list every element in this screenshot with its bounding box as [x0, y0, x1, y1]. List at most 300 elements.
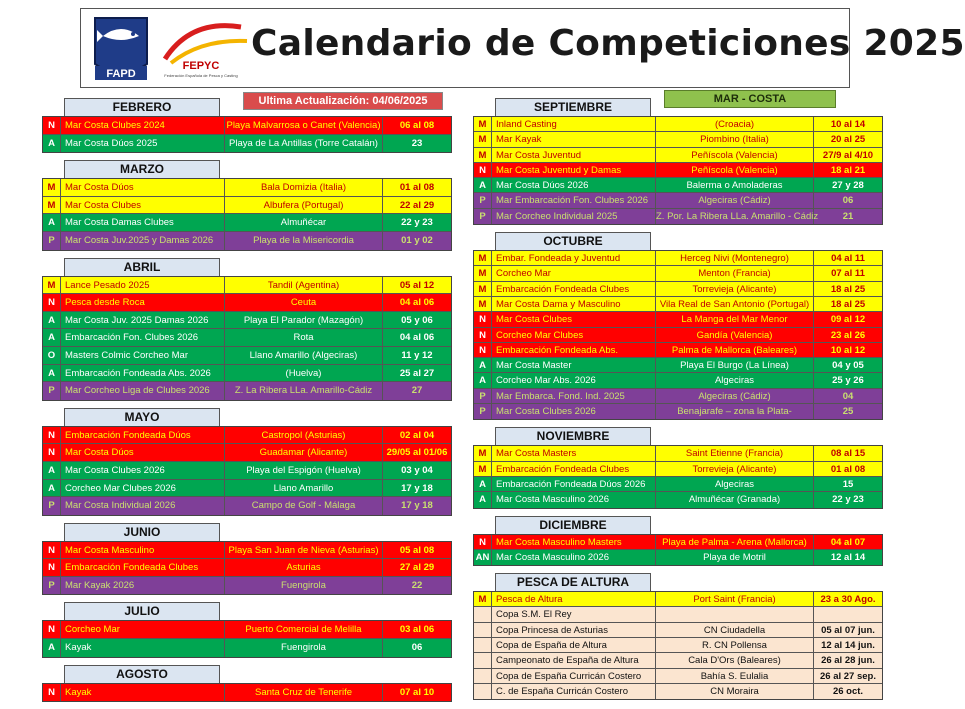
event-location: Bala Domizia (Italia) — [225, 179, 383, 196]
event-name: Mar Costa Dúos 2025 — [61, 135, 225, 153]
event-dates: 29/05 al 01/06 — [386, 447, 448, 459]
event-row — [474, 607, 882, 622]
event-location: Algeciras — [656, 373, 814, 387]
event-level-code: A — [474, 373, 492, 387]
event-location: Playa Malvarrosa o Canet (Valencia) — [225, 117, 383, 134]
event-location: Asturias — [225, 559, 383, 576]
event-name: Mar Costa Clubes — [492, 312, 656, 326]
event-location: Albufera (Portugal) — [225, 197, 383, 214]
event-dates: 06 — [411, 642, 423, 654]
event-dates: 12 al 14 — [830, 551, 866, 563]
event-level-code: M — [474, 132, 492, 146]
event-name: Mar Embarcación Fon. Clubes 2026 — [492, 193, 656, 207]
events-table — [42, 116, 452, 153]
event-location: Ceuta — [225, 294, 383, 311]
events-table — [473, 445, 883, 508]
event-dates: 22 al 29 — [399, 199, 435, 211]
event-level-code: M — [474, 117, 492, 131]
event-name: Corcheo Mar — [61, 621, 225, 638]
event-dates: 05 y 06 — [401, 314, 433, 326]
event-name: Mar Kayak — [492, 132, 656, 146]
event-location: Benajarafe – zona la Plata- — [656, 404, 814, 419]
event-row — [474, 282, 882, 297]
event-dates: 10 al 14 — [830, 119, 866, 130]
event-location: Algeciras (Cádiz) — [656, 193, 814, 207]
event-location: Almuñécar (Granada) — [656, 492, 814, 507]
event-row — [43, 135, 451, 153]
event-row — [474, 312, 882, 327]
event-level-code: M — [43, 179, 61, 196]
event-dates: 25 al 27 — [399, 367, 435, 379]
event-dates: 05 al 07 jun. — [821, 624, 875, 636]
event-location: Santa Cruz de Tenerife — [225, 684, 383, 702]
event-dates: 04 al 06 — [399, 332, 435, 344]
event-row — [43, 365, 451, 383]
event-level-code: P — [474, 193, 492, 207]
event-row — [474, 117, 882, 132]
event-location: Llano Amarillo — [225, 480, 383, 497]
event-level-code: A — [43, 462, 61, 479]
last-update-badge: Ultima Actualización: 04/06/2025 — [243, 92, 443, 110]
event-row — [43, 197, 451, 215]
event-level-code: N — [43, 684, 61, 702]
event-row — [474, 132, 882, 147]
event-dates: 26 oct. — [832, 685, 864, 697]
month-title: FEBRERO — [64, 98, 220, 116]
event-name: Embarcación Fondeada Abs. — [492, 343, 656, 357]
month-block — [42, 523, 452, 596]
event-location: Herceg Nivi (Montenegro) — [656, 251, 814, 265]
month-block — [473, 516, 883, 567]
month-block — [42, 602, 452, 657]
event-name: Mar Corcheo Liga de Clubes 2026 — [61, 382, 225, 400]
event-level-code — [474, 607, 492, 621]
event-name: C. de España Curricán Costero — [492, 684, 656, 699]
event-level-code: N — [43, 621, 61, 638]
event-name: Embarcación Fondeada Clubes — [492, 462, 656, 476]
event-dates: 09 al 12 — [830, 314, 866, 326]
event-name: Mar Costa Clubes 2026 — [492, 404, 656, 419]
event-location: Almuñécar — [225, 214, 383, 231]
event-level-code: N — [43, 559, 61, 576]
event-row — [474, 492, 882, 507]
event-name: Pesca de Altura — [492, 592, 656, 606]
events-table — [42, 276, 452, 401]
event-dates: 21 — [842, 210, 854, 222]
event-name: Mar Costa Individual 2026 — [61, 497, 225, 515]
event-dates: 18 al 21 — [830, 164, 866, 176]
event-dates: 04 al 11 — [831, 253, 865, 265]
event-location: Port Saint (Francia) — [656, 592, 814, 606]
month-title: MARZO — [64, 160, 220, 178]
event-row — [474, 148, 882, 163]
event-level-code: N — [474, 328, 492, 342]
event-location: Puerto Comercial de Melilla — [225, 621, 383, 638]
events-table — [473, 250, 883, 420]
event-row — [43, 294, 451, 312]
event-level-code: A — [43, 135, 61, 153]
event-dates — [814, 607, 882, 621]
event-row — [43, 117, 451, 135]
event-name: Mar Costa Masculino 2026 — [492, 550, 656, 565]
events-table — [42, 620, 452, 657]
event-dates: 17 y 18 — [401, 482, 433, 494]
event-row — [474, 623, 882, 638]
events-table — [473, 591, 883, 700]
event-dates: 17 y 18 — [401, 500, 433, 512]
event-name: Mar Costa Damas Clubes — [61, 214, 225, 231]
event-row — [43, 497, 451, 515]
event-name: Inland Casting — [492, 117, 656, 131]
month-title: AGOSTO — [64, 665, 220, 683]
event-location: La Manga del Mar Menor — [656, 312, 814, 326]
event-level-code: A — [474, 492, 492, 507]
event-row — [43, 480, 451, 498]
event-name: Corcheo Mar — [492, 266, 656, 280]
event-row — [474, 477, 882, 492]
event-location: Fuengirola — [225, 639, 383, 657]
event-location: (Croacia) — [656, 117, 814, 131]
month-block — [473, 232, 883, 420]
event-dates: 07 al 11 — [831, 268, 865, 280]
event-location: Palma de Mallorca (Baleares) — [656, 343, 814, 357]
event-dates: 25 — [842, 406, 854, 418]
left-calendar-column — [42, 98, 452, 709]
event-dates: 23 a 30 Ago. — [820, 594, 876, 606]
event-level-code: M — [474, 297, 492, 311]
event-location: Gandía (Valencia) — [656, 328, 814, 342]
month-block — [42, 408, 452, 516]
event-name: Campeonato de España de Altura — [492, 653, 656, 667]
event-location: Playa El Parador (Mazagón) — [225, 312, 383, 329]
event-row — [43, 179, 451, 197]
event-dates: 26 al 27 sep. — [820, 670, 876, 682]
event-level-code: P — [43, 577, 61, 595]
event-location: Torrevieja (Alicante) — [656, 462, 814, 476]
event-row — [474, 343, 882, 358]
event-row — [43, 444, 451, 462]
event-dates: 25 y 26 — [832, 375, 864, 387]
event-name: Mar Costa Masters — [492, 446, 656, 460]
event-level-code: N — [43, 542, 61, 559]
event-location: R. CN Pollensa — [656, 638, 814, 652]
event-row — [474, 328, 882, 343]
event-row — [43, 462, 451, 480]
event-level-code: A — [474, 178, 492, 192]
event-level-code: O — [43, 347, 61, 364]
event-location: Peñíscola (Valencia) — [656, 163, 814, 177]
page-title: Calendario de Competiciones 2025 — [251, 23, 965, 64]
month-title: SEPTIEMBRE — [495, 98, 651, 116]
event-row — [474, 163, 882, 178]
event-level-code: M — [474, 266, 492, 280]
event-name: Embarcación Fondeada Dúos — [61, 427, 225, 444]
event-row — [43, 427, 451, 445]
event-name: Copa S.M. El Rey — [492, 607, 656, 621]
events-table — [42, 683, 452, 703]
event-name: Copa de España Curricán Costero — [492, 669, 656, 683]
event-row — [43, 621, 451, 639]
event-row — [474, 178, 882, 193]
event-level-code: A — [474, 477, 492, 491]
event-dates: 23 al 26 — [830, 329, 866, 341]
event-dates: 03 y 04 — [401, 464, 433, 476]
event-row — [43, 542, 451, 560]
event-location: Peñíscola (Valencia) — [656, 148, 814, 162]
event-name: Mar Costa Juventud y Damas — [492, 163, 656, 177]
event-location: Playa San Juan de Nieva (Asturias) — [225, 542, 383, 559]
event-location: Playa de la Misericordia — [225, 232, 383, 250]
svg-text:FEPYC: FEPYC — [182, 60, 220, 72]
event-level-code: A — [43, 214, 61, 231]
svg-text:Federación Española de Pesca y: Federación Española de Pesca y Casting — [164, 73, 238, 78]
event-location: Balerma o Amoladeras — [656, 178, 814, 192]
event-location: Z. Por. La Ribera LLa. Amarillo - Cádiz — [656, 209, 814, 224]
event-location: Vila Real de San Antonio (Portugal) — [656, 297, 814, 311]
event-location: Playa de Palma - Arena (Mallorca) — [656, 535, 814, 549]
event-dates: 01 al 08 — [399, 182, 435, 194]
header-banner — [80, 8, 965, 88]
event-row — [474, 297, 882, 312]
events-table — [473, 534, 883, 567]
event-level-code: P — [43, 232, 61, 250]
event-level-code: P — [43, 382, 61, 400]
month-block — [42, 258, 452, 401]
event-row — [43, 684, 451, 702]
event-name: Corcheo Mar Abs. 2026 — [492, 373, 656, 387]
month-block — [473, 573, 883, 700]
event-location: Rota — [225, 329, 383, 346]
event-name: Lance Pesado 2025 — [61, 277, 225, 294]
event-dates: 05 al 12 — [399, 279, 435, 291]
event-level-code: A — [43, 365, 61, 382]
event-row — [43, 559, 451, 577]
event-name: Mar Embarca. Fond. Ind. 2025 — [492, 389, 656, 403]
event-row — [474, 535, 882, 550]
event-dates: 03 al 06 — [399, 624, 435, 636]
event-name: Embar. Fondeada y Juventud — [492, 251, 656, 265]
fapd-logo — [89, 14, 153, 84]
event-row — [474, 266, 882, 281]
event-location: CN Moraira — [656, 684, 814, 699]
event-dates: 07 al 10 — [399, 686, 435, 698]
event-level-code: M — [474, 446, 492, 460]
event-dates: 06 — [842, 195, 854, 207]
month-title: MAYO — [64, 408, 220, 426]
event-location: Llano Amarillo (Algeciras) — [225, 347, 383, 364]
event-row — [474, 462, 882, 477]
event-location: Fuengirola — [225, 577, 383, 595]
event-name: Mar Costa Dúos 2026 — [492, 178, 656, 192]
event-level-code: A — [43, 312, 61, 329]
event-row — [474, 404, 882, 419]
event-dates: 01 al 08 — [830, 463, 866, 475]
event-location: Tandil (Agentina) — [225, 277, 383, 294]
month-block — [42, 160, 452, 250]
section-label-mar-costa: MAR - COSTA — [664, 90, 836, 108]
event-row — [43, 214, 451, 232]
event-level-code: M — [43, 277, 61, 294]
event-location: Bahía S. Eulalia — [656, 669, 814, 683]
event-row — [43, 312, 451, 330]
event-dates: 11 y 12 — [401, 349, 433, 361]
event-name: Kayak — [61, 639, 225, 657]
month-block — [473, 98, 883, 225]
svg-text:FAPD: FAPD — [106, 68, 136, 80]
event-location — [656, 607, 814, 621]
event-location: Guadamar (Alicante) — [225, 444, 383, 461]
event-level-code: P — [474, 209, 492, 224]
event-dates: 02 al 04 — [399, 429, 435, 441]
event-location: Cala D'Ors (Baleares) — [656, 653, 814, 667]
event-name: Kayak — [61, 684, 225, 702]
event-level-code: N — [43, 117, 61, 134]
event-level-code: A — [474, 358, 492, 372]
events-table — [42, 178, 452, 250]
event-dates: 06 al 08 — [399, 120, 435, 131]
event-row — [43, 639, 451, 657]
event-row — [43, 329, 451, 347]
event-row — [474, 684, 882, 699]
event-level-code: M — [474, 148, 492, 162]
event-dates: 08 al 15 — [830, 448, 866, 460]
event-name: Mar Costa Juventud — [492, 148, 656, 162]
event-name: Mar Costa Master — [492, 358, 656, 372]
event-level-code: M — [474, 462, 492, 476]
event-name: Embarcación Fondeada Abs. 2026 — [61, 365, 225, 382]
event-name: Mar Costa Masculino — [61, 542, 225, 559]
events-table — [42, 541, 452, 596]
event-row — [43, 232, 451, 250]
event-level-code: N — [474, 343, 492, 357]
event-dates: 20 al 25 — [830, 134, 866, 146]
event-location: Saint Etienne (Francia) — [656, 446, 814, 460]
event-level-code: N — [474, 535, 492, 549]
event-location: Playa El Burgo (La Línea) — [656, 358, 814, 372]
event-dates: 18 al 25 — [830, 283, 866, 295]
event-location: Playa de La Antillas (Torre Catalán) — [225, 135, 383, 153]
event-location: Menton (Francia) — [656, 266, 814, 280]
event-name: Mar Kayak 2026 — [61, 577, 225, 595]
event-level-code: M — [43, 197, 61, 214]
event-dates: 04 al 07 — [830, 536, 866, 548]
event-row — [43, 347, 451, 365]
event-dates: 05 al 08 — [399, 544, 435, 556]
month-block — [42, 665, 452, 703]
event-dates: 22 — [411, 579, 423, 591]
event-location: CN Ciudadella — [656, 623, 814, 637]
event-name: Mar Costa Clubes 2024 — [61, 117, 225, 134]
event-name: Mar Costa Clubes — [61, 197, 225, 214]
event-name: Mar Corcheo Individual 2025 — [492, 209, 656, 224]
event-row — [474, 209, 882, 224]
event-row — [43, 277, 451, 295]
event-row — [474, 669, 882, 684]
event-location: Torrevieja (Alicante) — [656, 282, 814, 296]
event-level-code — [474, 638, 492, 652]
event-level-code: M — [474, 592, 492, 606]
events-table — [42, 426, 452, 516]
event-name: Mar Costa Juv.2025 y Damas 2026 — [61, 232, 225, 250]
event-level-code: A — [43, 329, 61, 346]
event-dates: 27/9 al 4/10 — [822, 149, 874, 161]
event-name: Embarcación Fondeada Dúos 2026 — [492, 477, 656, 491]
event-level-code — [474, 669, 492, 683]
event-row — [474, 358, 882, 373]
event-name: Embarcación Fondeada Clubes — [492, 282, 656, 296]
event-name: Embarcación Fon. Clubes 2026 — [61, 329, 225, 346]
event-level-code — [474, 623, 492, 637]
event-level-code: AN — [474, 550, 492, 565]
event-dates: 01 y 02 — [401, 234, 433, 246]
event-dates: 27 — [411, 385, 423, 397]
event-dates: 10 al 12 — [830, 344, 866, 356]
event-level-code: A — [43, 639, 61, 657]
event-dates: 23 — [411, 137, 423, 149]
event-location: (Huelva) — [225, 365, 383, 382]
event-row — [474, 389, 882, 404]
events-table — [473, 116, 883, 225]
event-level-code — [474, 653, 492, 667]
event-dates: 12 al 14 jun. — [821, 640, 875, 652]
event-level-code: A — [43, 480, 61, 497]
event-level-code: N — [474, 163, 492, 177]
event-level-code: M — [474, 282, 492, 296]
month-title: ABRIL — [64, 258, 220, 276]
event-dates: 27 al 29 — [399, 562, 435, 574]
event-dates: 27 y 28 — [832, 180, 864, 192]
event-dates: 15 — [842, 478, 854, 490]
event-name: Mar Costa Dúos — [61, 444, 225, 461]
event-name: Mar Costa Juv. 2025 Damas 2026 — [61, 312, 225, 329]
event-name: Embarcación Fondeada Clubes — [61, 559, 225, 576]
event-level-code: N — [474, 312, 492, 326]
event-location: Playa del Espigón (Huelva) — [225, 462, 383, 479]
event-location: Algeciras (Cádiz) — [656, 389, 814, 403]
event-level-code: N — [43, 427, 61, 444]
event-dates: 22 y 23 — [401, 217, 433, 229]
event-row — [474, 653, 882, 668]
event-row — [474, 550, 882, 565]
event-location: Algeciras — [656, 477, 814, 491]
event-row — [474, 193, 882, 208]
event-level-code: N — [43, 444, 61, 461]
event-level-code: M — [474, 251, 492, 265]
event-name: Mar Costa Dama y Masculino — [492, 297, 656, 311]
month-title: NOVIEMBRE — [495, 427, 651, 445]
event-dates: 04 al 06 — [399, 297, 435, 309]
event-dates: 04 — [842, 390, 854, 402]
event-location: Campo de Golf - Málaga — [225, 497, 383, 515]
month-block — [42, 98, 452, 153]
event-name: Pesca desde Roca — [61, 294, 225, 311]
month-title: OCTUBRE — [495, 232, 651, 250]
event-level-code: P — [474, 404, 492, 419]
month-title: DICIEMBRE — [495, 516, 651, 534]
event-name: Copa Princesa de Asturias — [492, 623, 656, 637]
event-name: Mar Costa Dúos — [61, 179, 225, 196]
event-row — [474, 592, 882, 607]
right-calendar-column — [473, 98, 883, 707]
event-row — [474, 638, 882, 653]
month-block — [473, 427, 883, 508]
event-location: Z. La Ribera LLa. Amarillo-Cádiz — [225, 382, 383, 400]
event-row — [474, 373, 882, 388]
event-location: Playa de Motril — [656, 550, 814, 565]
event-name: Corcheo Mar Clubes — [492, 328, 656, 342]
event-name: Copa de España de Altura — [492, 638, 656, 652]
fepyc-logo — [161, 19, 251, 81]
